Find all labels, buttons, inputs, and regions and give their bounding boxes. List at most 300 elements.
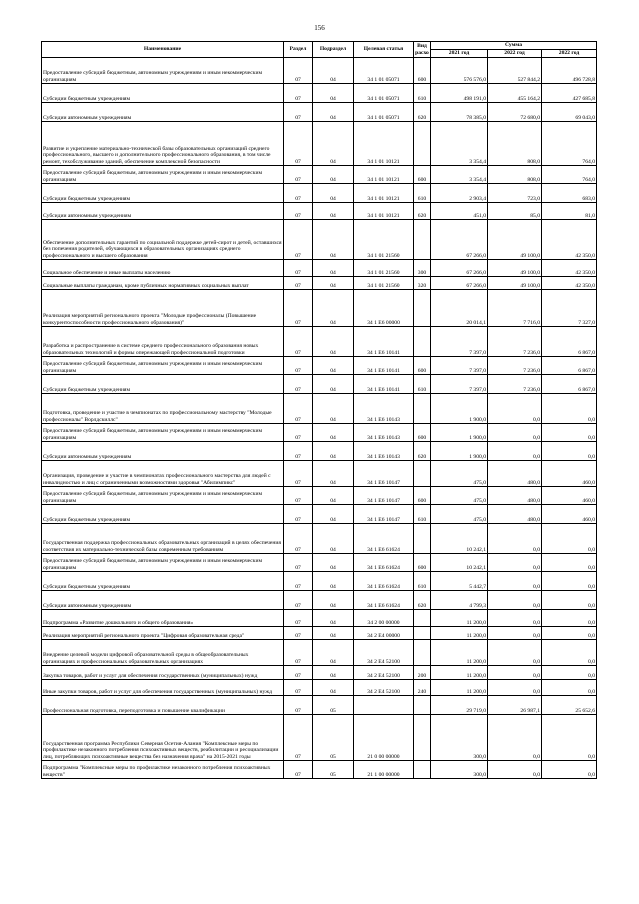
table-row	[42, 424, 597, 442]
row-sum-2021: 11 200,0	[431, 640, 488, 666]
row-sum-2022-second: 427 685,8	[542, 84, 597, 103]
row-sum-2021: 576 576,0	[431, 58, 488, 84]
row-sum-2022-second: 0,0	[542, 715, 597, 761]
table-row	[42, 394, 597, 424]
row-sum-2022: 0,0	[488, 715, 542, 761]
row-sum-2022-second: 69 043,0	[542, 103, 597, 122]
row-razdel: 07	[284, 424, 313, 442]
table-row	[42, 327, 597, 357]
table-row	[42, 184, 597, 203]
row-razdel: 07	[284, 203, 313, 220]
row-sum-2021: 11 200,0	[431, 627, 488, 640]
row-sum-2021: 300,0	[431, 715, 488, 761]
row-podrazdel: 05	[313, 715, 354, 761]
row-podrazdel: 05	[313, 761, 354, 779]
table-row	[42, 627, 597, 640]
row-sum-2021: 300,0	[431, 761, 488, 779]
row-razdel: 07	[284, 260, 313, 277]
row-vid	[414, 327, 431, 357]
row-article: 34 2 Е4 52100	[354, 666, 414, 680]
row-podrazdel: 04	[313, 103, 354, 122]
row-vid: 200	[414, 666, 431, 680]
row-article: 34 1 Е6 10147	[354, 505, 414, 524]
row-sum-2022-second: 6 867,0	[542, 375, 597, 394]
row-name: Разработка и распространение в системе среднего профессионального образования новых образовательных технологий и формы опережающей профессиональной подготовки	[42, 327, 284, 357]
row-name: Субсидии бюджетным учреждениям	[42, 375, 284, 394]
table-row	[42, 666, 597, 680]
row-sum-2022-second: 42 350,0	[542, 277, 597, 290]
row-sum-2022: 0,0	[488, 761, 542, 779]
row-article: 21 1 00 00000	[354, 761, 414, 779]
row-article: 34 1 Е6 10143	[354, 442, 414, 461]
row-name: Субсидии бюджетным учреждениям	[42, 572, 284, 591]
row-name: Субсидии бюджетным учреждениям	[42, 184, 284, 203]
row-sum-2022: 72 680,0	[488, 103, 542, 122]
row-sum-2022-second: 0,0	[542, 554, 597, 572]
row-podrazdel: 04	[313, 666, 354, 680]
row-podrazdel: 04	[313, 220, 354, 260]
row-razdel: 07	[284, 220, 313, 260]
row-article: 34 1 Е6 10143	[354, 424, 414, 442]
row-article: 34 1 Е6 00000	[354, 290, 414, 327]
row-razdel: 07	[284, 375, 313, 394]
row-sum-2021: 10 242,1	[431, 554, 488, 572]
row-sum-2022-second: 42 350,0	[542, 220, 597, 260]
row-razdel: 07	[284, 277, 313, 290]
row-name: Субсидии автономным учреждениям	[42, 203, 284, 220]
table-row	[42, 103, 597, 122]
row-sum-2022-second: 6 867,0	[542, 327, 597, 357]
row-sum-2022: 7 236,0	[488, 357, 542, 375]
row-name: Реализация мероприятий регионального проекта "Цифровая образовательная среда"	[42, 627, 284, 640]
row-name: Субсидии бюджетным учреждениям	[42, 84, 284, 103]
header-name: Наименование	[42, 42, 284, 58]
table-body	[42, 58, 597, 779]
row-sum-2021: 475,0	[431, 487, 488, 505]
row-name: Субсидии автономным учреждениям	[42, 591, 284, 610]
table-row	[42, 680, 597, 696]
row-sum-2022-second: 460,0	[542, 461, 597, 487]
row-vid: 320	[414, 277, 431, 290]
row-sum-2022: 480,0	[488, 505, 542, 524]
row-sum-2021: 5 442,7	[431, 572, 488, 591]
row-sum-2022: 0,0	[488, 442, 542, 461]
row-sum-2022-second: 6 867,0	[542, 357, 597, 375]
row-sum-2022: 0,0	[488, 666, 542, 680]
row-article: 34 1 01 21560	[354, 260, 414, 277]
row-sum-2022-second: 0,0	[542, 610, 597, 627]
row-sum-2022-second: 0,0	[542, 524, 597, 554]
row-sum-2022: 0,0	[488, 394, 542, 424]
row-sum-2022-second: 25 652,6	[542, 696, 597, 715]
row-sum-2022: 0,0	[488, 424, 542, 442]
row-razdel: 07	[284, 442, 313, 461]
row-podrazdel: 04	[313, 610, 354, 627]
row-vid	[414, 627, 431, 640]
row-sum-2021: 4 799,3	[431, 591, 488, 610]
row-podrazdel: 04	[313, 166, 354, 184]
row-razdel: 07	[284, 640, 313, 666]
row-podrazdel: 04	[313, 394, 354, 424]
row-article: 34 1 01 10121	[354, 122, 414, 166]
row-name: Реализация мероприятий регионального проекта "Молодые профессионалы (Повышение конкурентоспособности профессионального образования)"	[42, 290, 284, 327]
table-row	[42, 554, 597, 572]
row-sum-2021: 7 397,0	[431, 375, 488, 394]
row-razdel: 07	[284, 58, 313, 84]
row-sum-2021: 475,0	[431, 505, 488, 524]
table-row	[42, 260, 597, 277]
row-podrazdel: 04	[313, 627, 354, 640]
row-article: 34 1 01 21560	[354, 220, 414, 260]
row-podrazdel: 04	[313, 290, 354, 327]
row-sum-2021: 67 266,0	[431, 220, 488, 260]
row-sum-2022: 26 987,1	[488, 696, 542, 715]
row-razdel: 07	[284, 461, 313, 487]
row-article: 34 1 01 05071	[354, 103, 414, 122]
row-article: 34 2 Е4 52100	[354, 680, 414, 696]
header-vid: Вид расхо	[415, 43, 429, 56]
row-podrazdel: 04	[313, 357, 354, 375]
row-sum-2021: 78 385,0	[431, 103, 488, 122]
page-number: 156	[314, 24, 325, 32]
row-name: Предоставление субсидий бюджетным, автономным учреждениям и иным некоммерческим организациям	[42, 166, 284, 184]
row-podrazdel: 04	[313, 327, 354, 357]
row-sum-2021: 1 900,0	[431, 442, 488, 461]
row-sum-2022: 0,0	[488, 554, 542, 572]
row-vid: 240	[414, 680, 431, 696]
row-vid: 600	[414, 424, 431, 442]
row-name: Иные закупки товаров, работ и услуг для обеспечения государственных (муниципальных) нужд	[42, 680, 284, 696]
row-vid: 610	[414, 572, 431, 591]
row-article: 34 1 Е6 61624	[354, 524, 414, 554]
row-sum-2021: 3 354,4	[431, 122, 488, 166]
row-razdel: 07	[284, 666, 313, 680]
row-razdel: 07	[284, 680, 313, 696]
row-razdel: 07	[284, 487, 313, 505]
row-article: 34 2 00 00000	[354, 610, 414, 627]
row-sum-2022: 0,0	[488, 680, 542, 696]
row-vid: 600	[414, 554, 431, 572]
row-sum-2022-second: 0,0	[542, 442, 597, 461]
row-sum-2022: 7 716,0	[488, 290, 542, 327]
row-sum-2022: 0,0	[488, 572, 542, 591]
row-article: 34 1 01 21560	[354, 277, 414, 290]
row-sum-2021: 451,0	[431, 203, 488, 220]
row-sum-2022-second: 0,0	[542, 640, 597, 666]
row-vid: 610	[414, 505, 431, 524]
row-sum-2022-second: 7 327,0	[542, 290, 597, 327]
row-vid: 600	[414, 357, 431, 375]
row-sum-2021: 7 397,0	[431, 357, 488, 375]
row-sum-2022: 0,0	[488, 627, 542, 640]
row-vid	[414, 640, 431, 666]
row-sum-2021: 67 266,0	[431, 277, 488, 290]
row-name: Развитие и укрепление материально-технической базы образовательных организаций среднего профессионального, высшего и дополнительного профессионального образования, в том числе ремонт, техобслуживание зданий, обеспечение комплексной безопасности	[42, 122, 284, 166]
table-row	[42, 166, 597, 184]
table-row	[42, 572, 597, 591]
table-row	[42, 203, 597, 220]
row-vid	[414, 610, 431, 627]
row-sum-2022: 723,0	[488, 184, 542, 203]
row-podrazdel: 04	[313, 84, 354, 103]
row-sum-2021: 11 200,0	[431, 610, 488, 627]
row-podrazdel: 04	[313, 122, 354, 166]
row-razdel: 07	[284, 184, 313, 203]
row-vid: 610	[414, 375, 431, 394]
row-razdel: 07	[284, 327, 313, 357]
row-sum-2022: 0,0	[488, 610, 542, 627]
row-podrazdel: 04	[313, 680, 354, 696]
row-sum-2022: 808,0	[488, 166, 542, 184]
row-sum-2022: 480,0	[488, 461, 542, 487]
row-name: Подпрограмма "Комплексные меры по профилактике незаконного потребления психоактивных веществ"	[42, 761, 284, 779]
row-sum-2021: 10 242,1	[431, 524, 488, 554]
table-row	[42, 524, 597, 554]
header-razdel: Раздел	[284, 42, 313, 58]
table-row	[42, 357, 597, 375]
row-razdel: 07	[284, 572, 313, 591]
row-vid	[414, 524, 431, 554]
row-name: Обеспечение дополнительных гарантий по социальной поддержке детей-сирот и детей, оставшихся без попечения родителей, обучающихся в образовательных организациях среднего профессионального и высшего образования	[42, 220, 284, 260]
row-article: 21 0 00 00000	[354, 715, 414, 761]
row-sum-2021: 498 191,0	[431, 84, 488, 103]
row-razdel: 07	[284, 524, 313, 554]
row-vid	[414, 696, 431, 715]
row-sum-2022: 49 100,0	[488, 260, 542, 277]
row-sum-2022: 49 100,0	[488, 220, 542, 260]
row-article: 34 1 Е6 61624	[354, 591, 414, 610]
row-sum-2022: 85,0	[488, 203, 542, 220]
row-article: 34 1 01 10121	[354, 166, 414, 184]
row-podrazdel: 04	[313, 375, 354, 394]
row-vid	[414, 761, 431, 779]
row-sum-2021: 29 719,0	[431, 696, 488, 715]
table-row	[42, 715, 597, 761]
row-podrazdel: 04	[313, 461, 354, 487]
row-name: Государственная программа Республики Северная Осетия-Алания "Комплексные меры по профилактике незаконного потребления психоактивных веществ, реабилитации и ресоциализации лиц, потребляющих психоактивные вещества без назначения врача" на 2015-2021 годы	[42, 715, 284, 761]
row-sum-2022-second: 496 728,8	[542, 58, 597, 84]
row-name: Подпрограмма «Развитие дошкольного и общего образования»	[42, 610, 284, 627]
row-sum-2022: 455 164,2	[488, 84, 542, 103]
row-sum-2021: 20 014,1	[431, 290, 488, 327]
row-sum-2021: 3 354,4	[431, 166, 488, 184]
header-year-2022-second: 2022 год	[542, 50, 597, 58]
budget-table	[41, 41, 597, 779]
row-name: Субсидии автономным учреждениям	[42, 442, 284, 461]
row-sum-2021: 2 903,4	[431, 184, 488, 203]
row-razdel: 07	[284, 627, 313, 640]
row-vid: 620	[414, 591, 431, 610]
row-razdel: 07	[284, 103, 313, 122]
table-row	[42, 505, 597, 524]
row-podrazdel: 04	[313, 572, 354, 591]
row-podrazdel: 04	[313, 203, 354, 220]
table-row	[42, 461, 597, 487]
table-row	[42, 487, 597, 505]
row-sum-2022-second: 0,0	[542, 394, 597, 424]
row-razdel: 07	[284, 715, 313, 761]
row-name: Организация, проведение и участие в чемпионатах профессионального мастерства для людей с инвалидностью и лиц с ограниченными возможностями здоровья "Абилимпикс"	[42, 461, 284, 487]
row-podrazdel: 04	[313, 640, 354, 666]
row-sum-2021: 1 900,0	[431, 424, 488, 442]
table-row	[42, 220, 597, 260]
row-sum-2021: 475,0	[431, 461, 488, 487]
table-row	[42, 375, 597, 394]
row-sum-2022-second: 764,0	[542, 166, 597, 184]
row-podrazdel: 04	[313, 277, 354, 290]
row-name: Государственная поддержка профессиональных образовательных организаций в целях обеспечения соответствия их материально-технической базы современным требованиям	[42, 524, 284, 554]
row-vid	[414, 394, 431, 424]
row-sum-2022: 0,0	[488, 591, 542, 610]
row-article: 34 1 Е6 61624	[354, 572, 414, 591]
row-podrazdel: 04	[313, 58, 354, 84]
row-sum-2022: 7 236,0	[488, 375, 542, 394]
table-row	[42, 277, 597, 290]
row-vid	[414, 220, 431, 260]
row-razdel: 07	[284, 290, 313, 327]
header-podrazdel: Подраздел	[313, 42, 354, 58]
row-vid: 610	[414, 84, 431, 103]
row-sum-2022-second: 764,0	[542, 122, 597, 166]
row-sum-2022-second: 0,0	[542, 627, 597, 640]
row-sum-2022: 527 844,2	[488, 58, 542, 84]
row-razdel: 07	[284, 591, 313, 610]
table-row	[42, 591, 597, 610]
row-podrazdel: 04	[313, 424, 354, 442]
row-article: 34 1 Е6 10147	[354, 461, 414, 487]
row-sum-2022-second: 683,0	[542, 184, 597, 203]
row-article: 34 2 Е4 00000	[354, 627, 414, 640]
row-article: 34 1 01 05071	[354, 84, 414, 103]
row-sum-2022-second: 0,0	[542, 591, 597, 610]
table-row	[42, 610, 597, 627]
row-vid: 600	[414, 166, 431, 184]
row-razdel: 07	[284, 610, 313, 627]
row-vid	[414, 461, 431, 487]
row-article: 34 1 01 10121	[354, 203, 414, 220]
row-razdel: 07	[284, 84, 313, 103]
row-podrazdel: 04	[313, 554, 354, 572]
table-row	[42, 761, 597, 779]
row-name: Внедрение целевой модели цифровой образовательной среды в общеобразовательных организациях и профессиональных образовательных организациях	[42, 640, 284, 666]
table-row	[42, 640, 597, 666]
row-sum-2022: 49 100,0	[488, 277, 542, 290]
row-article: 34 1 01 10121	[354, 184, 414, 203]
header-year-2021: 2021 год	[431, 50, 488, 58]
row-razdel: 07	[284, 357, 313, 375]
row-article: 34 1 Е6 10141	[354, 327, 414, 357]
row-article: 34 1 Е6 10141	[354, 375, 414, 394]
header-summa: Сумма	[431, 42, 597, 50]
row-podrazdel: 04	[313, 505, 354, 524]
row-name: Подготовка, проведение и участие в чемпионатах по профессиональному мастерству "Молодые профессионалы" Ворлдскиллс"	[42, 394, 284, 424]
row-sum-2022: 480,0	[488, 487, 542, 505]
row-razdel: 07	[284, 554, 313, 572]
row-name: Субсидии бюджетным учреждениям	[42, 505, 284, 524]
row-sum-2022: 808,0	[488, 122, 542, 166]
row-sum-2022-second: 42 350,0	[542, 260, 597, 277]
row-sum-2022-second: 81,0	[542, 203, 597, 220]
row-sum-2022-second: 460,0	[542, 487, 597, 505]
row-name: Социальные выплаты гражданам, кроме публичных нормативных социальных выплат	[42, 277, 284, 290]
row-vid: 620	[414, 103, 431, 122]
row-sum-2021: 11 200,0	[431, 680, 488, 696]
row-sum-2022: 0,0	[488, 524, 542, 554]
row-sum-2022-second: 0,0	[542, 680, 597, 696]
row-sum-2021: 67 266,0	[431, 260, 488, 277]
row-sum-2022-second: 0,0	[542, 572, 597, 591]
row-sum-2022: 7 236,0	[488, 327, 542, 357]
row-razdel: 07	[284, 761, 313, 779]
row-article: 34 1 01 05071	[354, 58, 414, 84]
row-article: 34 1 Е6 10141	[354, 357, 414, 375]
table-row	[42, 122, 597, 166]
row-podrazdel: 04	[313, 524, 354, 554]
row-vid	[414, 122, 431, 166]
row-article: 34 2 Е4 52100	[354, 640, 414, 666]
row-razdel: 07	[284, 696, 313, 715]
row-podrazdel: 05	[313, 696, 354, 715]
row-name: Закупка товаров, работ и услуг для обеспечения государственных (муниципальных) нужд	[42, 666, 284, 680]
row-podrazdel: 04	[313, 487, 354, 505]
row-podrazdel: 04	[313, 184, 354, 203]
row-vid: 610	[414, 184, 431, 203]
table-row	[42, 290, 597, 327]
row-vid: 300	[414, 260, 431, 277]
row-article: 34 1 Е6 10143	[354, 394, 414, 424]
header-year-2022: 2022 год	[488, 50, 542, 58]
row-sum-2022-second: 0,0	[542, 761, 597, 779]
row-podrazdel: 04	[313, 260, 354, 277]
row-podrazdel: 04	[313, 591, 354, 610]
row-razdel: 07	[284, 505, 313, 524]
row-name: Социальное обеспечение и иные выплаты населению	[42, 260, 284, 277]
row-sum-2021: 7 397,0	[431, 327, 488, 357]
row-sum-2022-second: 460,0	[542, 505, 597, 524]
row-sum-2021: 11 200,0	[431, 666, 488, 680]
row-article: 34 1 Е6 10147	[354, 487, 414, 505]
row-vid: 620	[414, 203, 431, 220]
table-row	[42, 84, 597, 103]
row-vid: 600	[414, 487, 431, 505]
row-name: Предоставление субсидий бюджетным, автономным учреждениям и иным некоммерческим организациям	[42, 424, 284, 442]
row-sum-2022-second: 0,0	[542, 666, 597, 680]
row-name: Предоставление субсидий бюджетным, автономным учреждениям и иным некоммерческим организациям	[42, 487, 284, 505]
row-sum-2022-second: 0,0	[542, 424, 597, 442]
row-razdel: 07	[284, 122, 313, 166]
row-vid: 600	[414, 58, 431, 84]
row-podrazdel: 04	[313, 442, 354, 461]
table-row	[42, 442, 597, 461]
row-name: Предоставление субсидий бюджетным, автономным учреждениям и иным некоммерческим организациям	[42, 58, 284, 84]
row-sum-2022: 0,0	[488, 640, 542, 666]
table-row	[42, 58, 597, 84]
row-name: Предоставление субсидий бюджетным, автономным учреждениям и иным некоммерческим организациям	[42, 357, 284, 375]
row-article: 34 1 Е6 61624	[354, 554, 414, 572]
row-vid	[414, 715, 431, 761]
row-sum-2021: 1 900,0	[431, 394, 488, 424]
row-razdel: 07	[284, 394, 313, 424]
row-name: Субсидии автономным учреждениям	[42, 103, 284, 122]
row-vid	[414, 290, 431, 327]
row-name: Профессиональная подготовка, переподготовка и повышение квалификации	[42, 696, 284, 715]
table-row	[42, 696, 597, 715]
row-name: Предоставление субсидий бюджетным, автономным учреждениям и иным некоммерческим организациям	[42, 554, 284, 572]
header-article: Целевая статья	[354, 42, 414, 58]
row-article	[354, 696, 414, 715]
row-razdel: 07	[284, 166, 313, 184]
row-vid: 620	[414, 442, 431, 461]
